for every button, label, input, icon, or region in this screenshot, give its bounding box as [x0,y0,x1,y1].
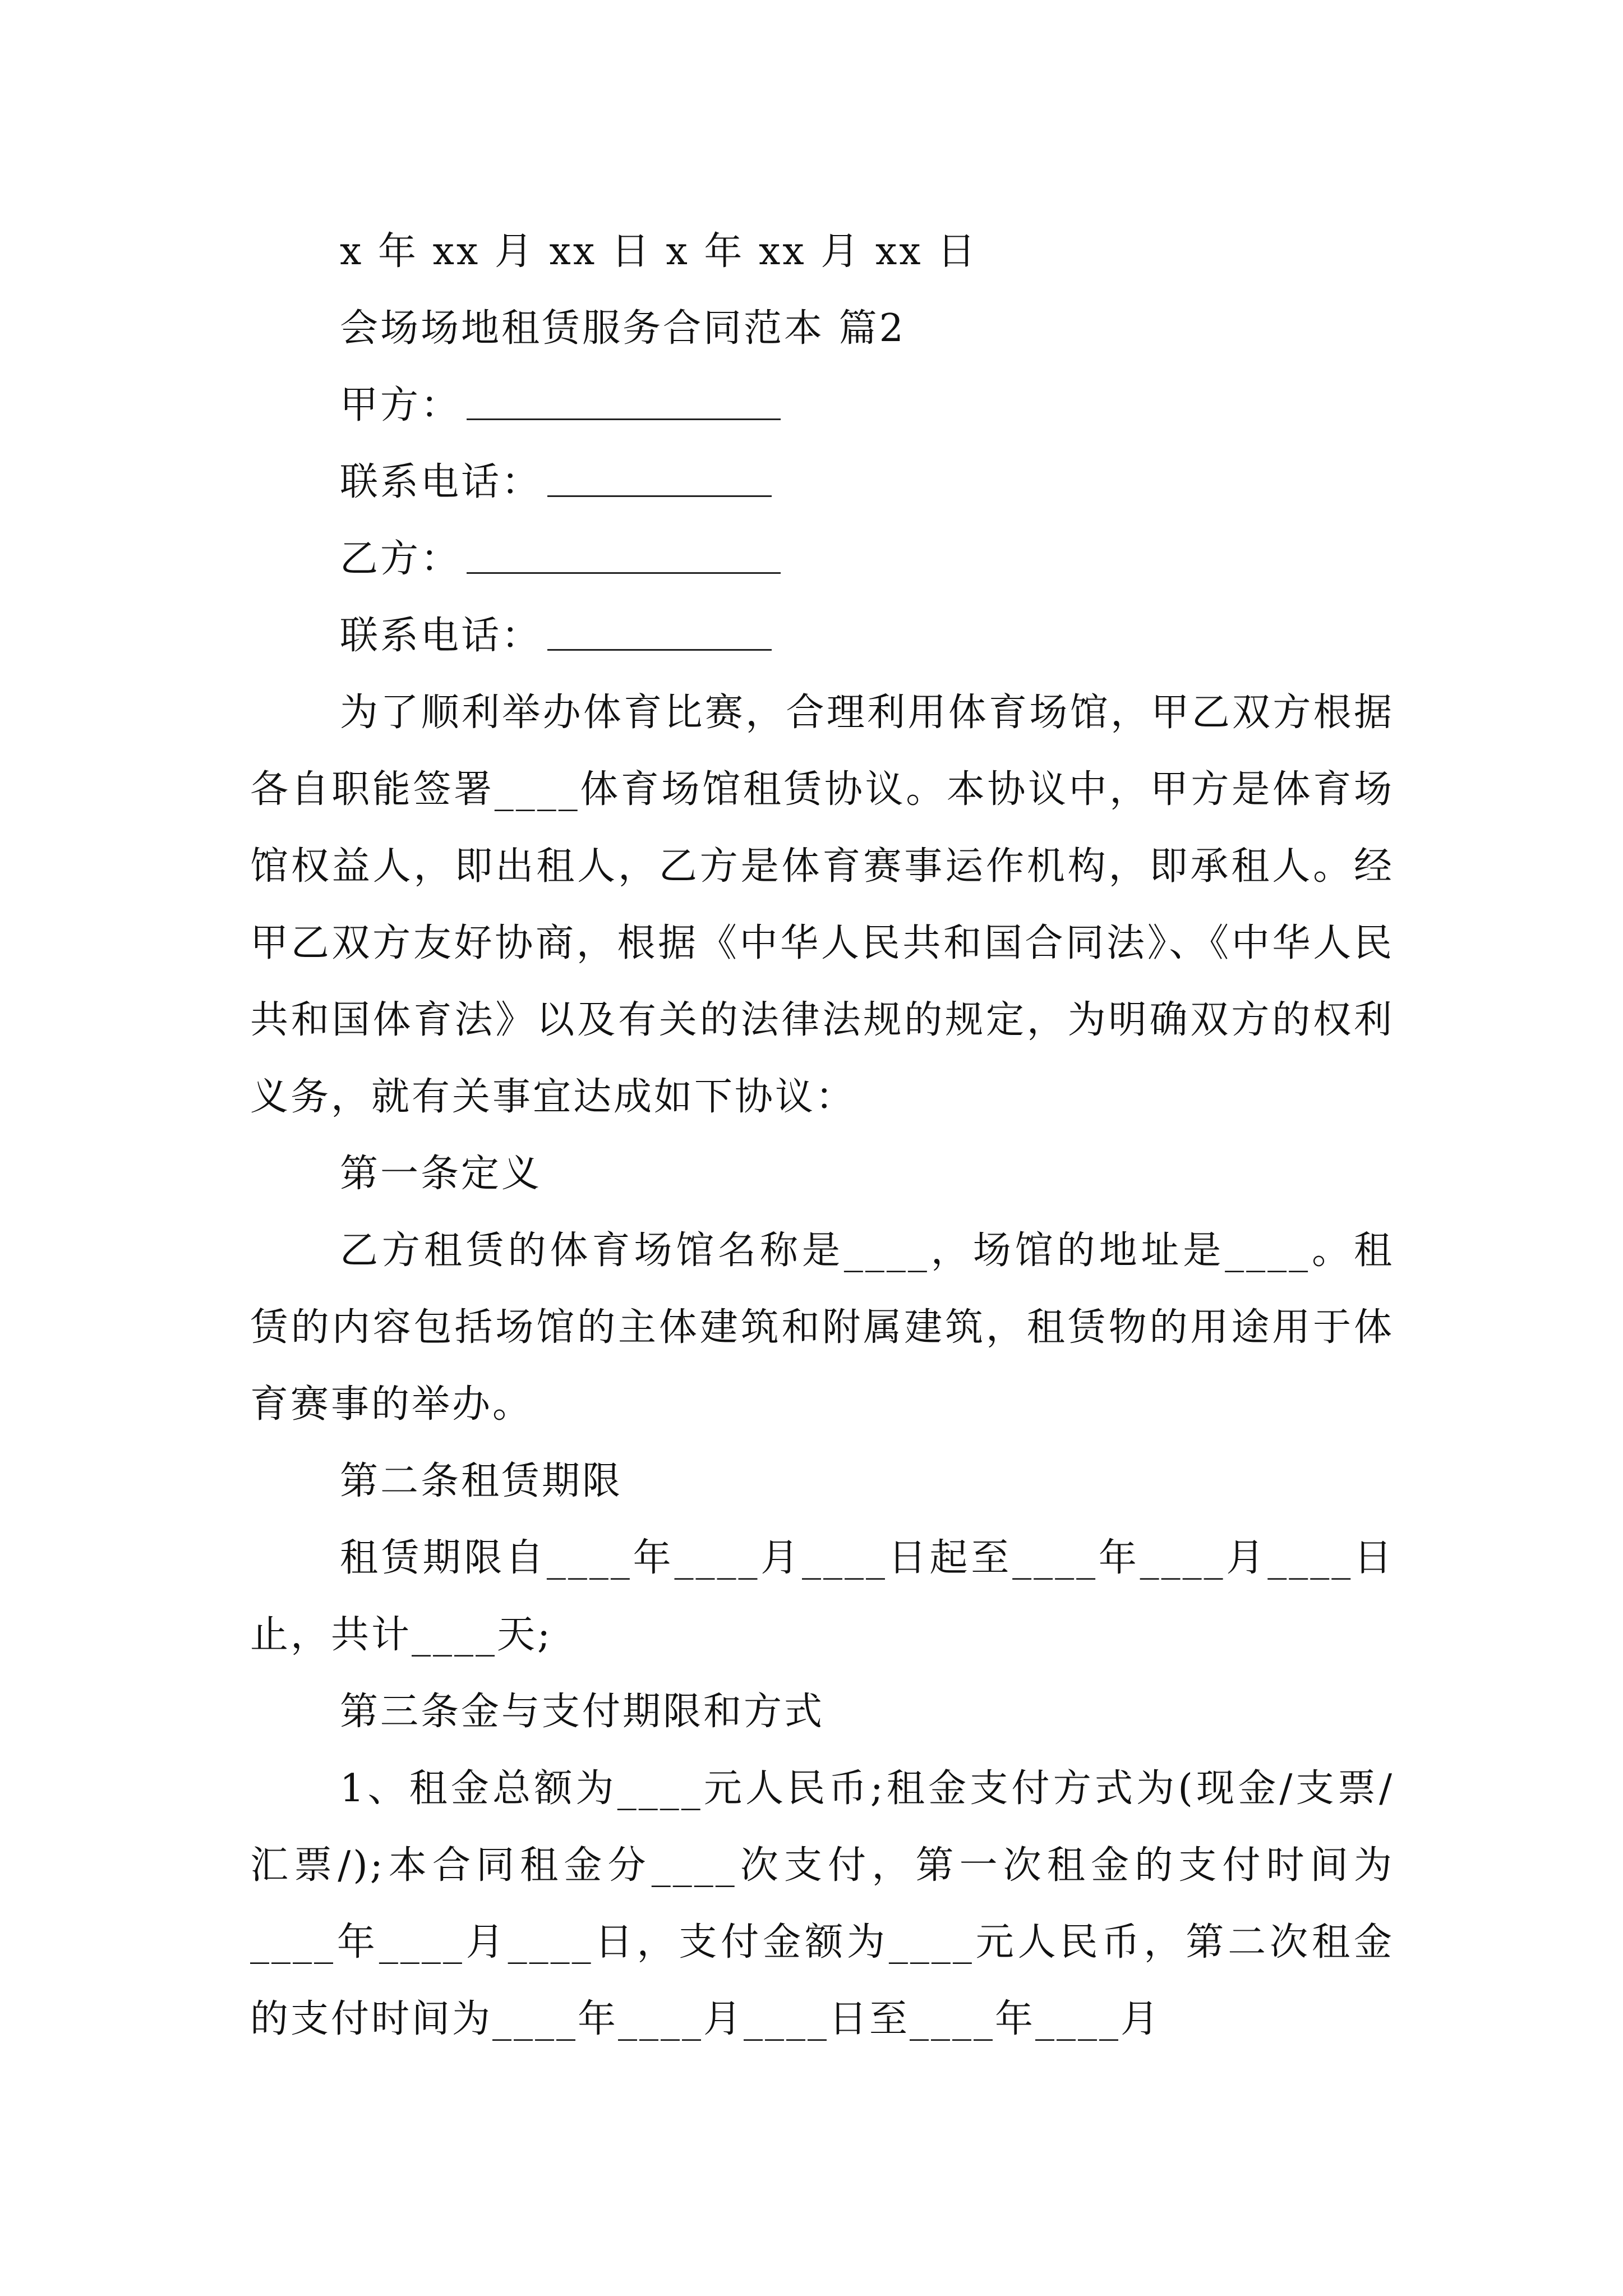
date-line: x 年 xx 月 xx 日 x 年 xx 月 xx 日 [340,229,978,274]
intro-paragraph: 为了顺利举办体育比赛，合理利用体育场馆，甲乙双方根据各自职能签署____体育场馆租赁协议。本协议中，甲方是体育场馆权益人，即出租人，乙方是体育赛事运作机构，即承租人。经甲乙双方友好协商，根据《中华人民共和国合同法》、《中华人民共和国体育法》以及有关的法律法规的规定，为明确双方的权利义务，就有关事宜达成如下协议： [250,691,1394,1119]
party-b-phone-label: 联系电话： [340,614,542,658]
party-a-phone-label: 联系电话： [340,460,542,504]
party-a-label: 甲方： [340,383,462,427]
document-title: 会场场地租赁服务合同范本 篇2 [340,306,906,351]
party-b-phone-row [250,597,1394,674]
party-b-blank [467,572,781,574]
article1-paragraph: 乙方租赁的体育场馆名称是____，场馆的地址是____。租赁的内容包括场馆的主体建筑和附属建筑，租赁物的用途用于体育赛事的举办。 [250,1228,1394,1427]
party-a-row [250,367,1394,444]
article2-paragraph: 租赁期限自____年____月____日起至____年____月____日止，共计____天; [250,1536,1394,1657]
party-b-label: 乙方： [340,537,462,581]
party-b-row [250,521,1394,597]
article3-title: 第三条金与支付期限和方式 [340,1690,825,1734]
party-a-phone-row [250,444,1394,521]
article1-title: 第一条定义 [340,1152,542,1196]
article2-title: 第二条租赁期限 [340,1459,623,1503]
party-b-phone-blank [547,648,772,651]
party-a-phone-blank [547,495,772,497]
article3-item1-paragraph: 1、租金总额为____元人民币;租金支付方式为(现金/支票/汇票/);本合同租金分____次支付，第一次租金的支付时间为____年____月____日，支付金额为____元人民币，第二次租金的支付时间为____年____月____日至____年____月 [250,1766,1394,2041]
party-a-blank [467,418,781,420]
document-body [250,213,1394,2058]
